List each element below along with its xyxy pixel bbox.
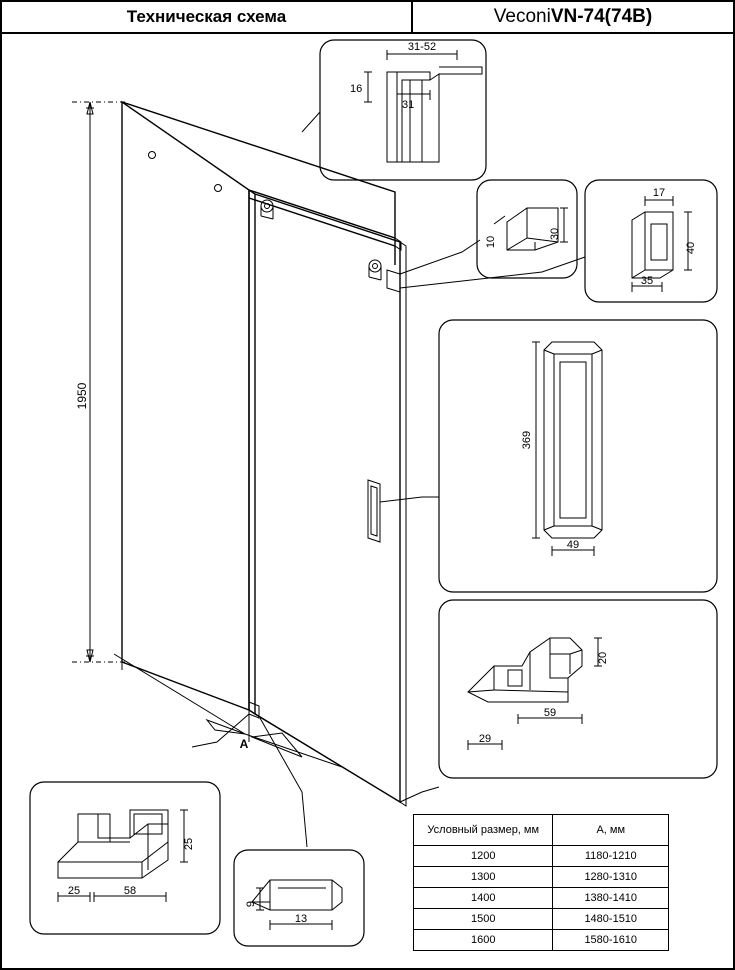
roller-dim-29: 29 [478, 733, 492, 745]
handle-dim-49: 49 [566, 539, 580, 551]
leader-to-profile-detail [302, 112, 320, 132]
detail-wall-bracket [585, 180, 717, 302]
detail-top-profile [320, 40, 486, 180]
dimension-width-A [114, 654, 342, 767]
leader-to-bracket-wall [400, 257, 585, 288]
wall-bracket-dim-17: 17 [652, 187, 666, 199]
bottom-bracket-dim-25-h: 25 [67, 885, 81, 897]
leader-to-seal-detail [260, 718, 307, 847]
sliding-glass-panel [249, 190, 406, 806]
rail-end-bracket [387, 270, 400, 292]
bottom-bracket-dim-58: 58 [123, 885, 137, 897]
brand-name: Veconi [493, 6, 551, 27]
detail-small-bracket [477, 180, 577, 278]
profile-dim-31: 31 [402, 99, 415, 111]
door-handle-main [368, 480, 380, 542]
profile-dim-16: 16 [350, 83, 363, 95]
table-header-nominal: Условный размер, мм [414, 815, 553, 846]
roller-assembly-lower [369, 260, 381, 280]
cell-nominal: 1300 [414, 867, 553, 888]
seal-dim-13: 13 [294, 913, 308, 925]
table-row [414, 867, 669, 888]
profile-dim-31-52: 31-52 [407, 41, 437, 53]
wall-bracket-dim-40: 40 [685, 241, 697, 255]
leader-to-bracket-small [400, 240, 480, 274]
cell-a: 1280-1310 [553, 867, 669, 888]
table-row [414, 888, 669, 909]
cell-nominal: 1400 [414, 888, 553, 909]
bracket-small-dim-30: 30 [549, 227, 561, 241]
leader-to-handle-detail [380, 497, 439, 502]
width-dimension-label: A [239, 737, 249, 751]
size-table [413, 814, 669, 951]
handle-dim-369: 369 [521, 430, 533, 450]
table-header-a: А, мм [553, 815, 669, 846]
cell-nominal: 1200 [414, 846, 553, 867]
cell-nominal: 1500 [414, 909, 553, 930]
model-name: VN-74(74В) [550, 6, 653, 27]
table-row [414, 909, 669, 930]
bottom-bracket-dim-25-v: 25 [183, 837, 195, 851]
cell-a: 1380-1410 [553, 888, 669, 909]
height-dimension-label: 1950 [75, 382, 89, 410]
seal-dim-9: 9 [245, 900, 257, 908]
cell-nominal: 1600 [414, 930, 553, 951]
detail-roller-guide [439, 600, 717, 778]
detail-bottom-bracket [30, 782, 220, 934]
table-row [414, 930, 669, 951]
roller-dim-59: 59 [543, 707, 557, 719]
bracket-small-dim-10: 10 [485, 235, 497, 249]
cell-a: 1580-1610 [553, 930, 669, 951]
cell-a: 1180-1210 [553, 846, 669, 867]
dimension-height-1950 [72, 102, 128, 662]
wall-bracket-dim-35: 35 [640, 275, 654, 287]
sheet-title: Техническая схема [126, 7, 287, 26]
detail-seal-profile [234, 850, 364, 946]
detail-handle [439, 320, 717, 592]
table-header-row [414, 815, 669, 846]
table-row [414, 846, 669, 867]
roller-dim-20: 20 [597, 651, 609, 665]
cell-a: 1480-1510 [553, 909, 669, 930]
